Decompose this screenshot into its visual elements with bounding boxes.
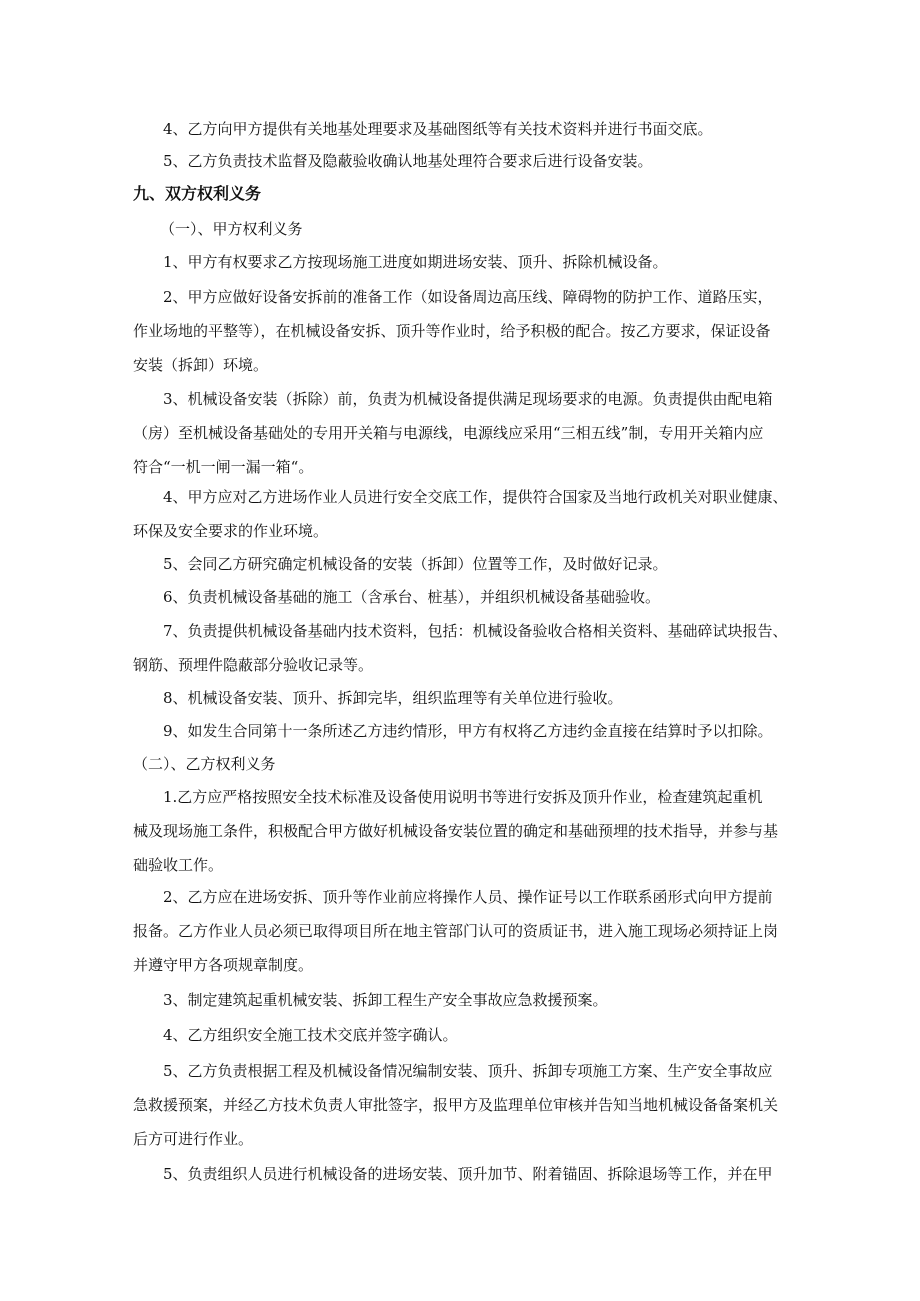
paragraph-item-5 xyxy=(133,144,793,178)
heading-text: 九、双方权利义务 xyxy=(133,184,262,203)
text-line: 1、甲方有权要求乙方按现场施工进度如期进场安装、顶升、拆除机械设备。 xyxy=(163,253,668,271)
party-a-item-2 xyxy=(133,280,793,382)
text-line: 械及现场施工条件，积极配合甲方做好机械设备安装位置的确定和基础预埋的技术指导，并参与基 xyxy=(133,822,779,840)
text-line: 4、乙方组织安全施工技术交底并签字确认。 xyxy=(163,1026,458,1044)
party-b-item-2 xyxy=(133,880,793,982)
party-b-item-4 xyxy=(133,1018,793,1052)
party-a-item-3 xyxy=(133,382,793,484)
subheading-text: （二）、乙方权利义务 xyxy=(133,755,276,773)
text-line: （房）至机械设备基础处的专用开关箱与电源线，电源线应采用“三相五线”制，专用开关箱内应 xyxy=(133,424,764,442)
text-line: 9、如发生合同第十一条所述乙方违约情形，甲方有权将乙方违约金直接在结算时予以扣除。 xyxy=(163,722,773,740)
text-line: 4、乙方向甲方提供有关地基处理要求及基础图纸等有关技术资料并进行书面交底。 xyxy=(163,120,713,138)
party-a-item-8 xyxy=(133,681,793,715)
party-a-item-9 xyxy=(133,714,793,748)
section-heading-9 xyxy=(133,177,793,211)
party-a-item-4 xyxy=(133,480,793,548)
party-a-item-5 xyxy=(133,547,793,581)
text-line: 2、乙方应在进场安拆、顶升等作业前应将操作人员、操作证号以工作联系函形式向甲方提前 xyxy=(163,888,773,906)
text-line: 1.乙方应严格按照安全技术标准及设备使用说明书等进行安拆及顶升作业，检查建筑起重机 xyxy=(163,788,763,806)
text-line: 2、甲方应做好设备安拆前的准备工作（如设备周边高压线、障碍物的防护工作、道路压实， xyxy=(163,288,773,306)
text-line: 4、甲方应对乙方进场作业人员进行安全交底工作，提供符合国家及当地行政机关对职业健康、 xyxy=(163,488,788,506)
text-line: 3、机械设备安装（拆除）前，负责为机械设备提供满足现场要求的电源。负责提供由配电箱 xyxy=(163,390,773,408)
text-line: 环保及安全要求的作业环境。 xyxy=(133,522,329,540)
text-line: 急救援预案，并经乙方技术负责人审批签字，报甲方及监理单位审核并告知当地机械设备备案机关 xyxy=(133,1096,779,1114)
text-line: 报备。乙方作业人员必须已取得项目所在地主管部门认可的资质证书，进入施工现场必须持证上岗 xyxy=(133,922,779,940)
text-line: 7、负责提供机械设备基础内技术资料，包括：机械设备验收合格相关资料、基础碎试块报告、 xyxy=(163,622,788,640)
paragraph-item-4 xyxy=(133,112,793,146)
text-line: 5、乙方负责根据工程及机械设备情况编制安装、顶升、拆卸专项施工方案、生产安全事故应 xyxy=(163,1062,773,1080)
text-line: 符合“一机一闸一漏一箱“。 xyxy=(133,458,314,476)
subsection-heading-party-b xyxy=(133,747,793,781)
text-line: 5、负责组织人员进行机械设备的进场安装、顶升加节、附着锚固、拆除退场等工作，并在甲 xyxy=(163,1165,773,1183)
party-a-item-6 xyxy=(133,580,793,614)
party-a-item-7 xyxy=(133,614,793,682)
party-b-item-6 xyxy=(133,1157,793,1191)
party-b-item-3 xyxy=(133,983,793,1017)
text-line: 作业场地的平整等），在机械设备安拆、顶升等作业时，给予积极的配合。按乙方要求，保证设备 xyxy=(133,322,771,340)
party-b-item-5 xyxy=(133,1054,793,1156)
text-line: 并遵守甲方各项规章制度。 xyxy=(133,956,314,974)
subsection-heading-party-a xyxy=(160,212,820,246)
text-line: 安装（拆卸）环境。 xyxy=(133,356,269,374)
party-b-item-1 xyxy=(133,780,793,882)
text-line: 5、会同乙方研究确定机械设备的安装（拆卸）位置等工作，及时做好记录。 xyxy=(163,555,668,573)
text-line: 3、制定建筑起重机械安装、拆卸工程生产安全事故应急救援预案。 xyxy=(163,991,608,1009)
text-line: 5、乙方负责技术监督及隐蔽验收确认地基处理符合要求后进行设备安装。 xyxy=(163,152,653,170)
text-line: 钢筋、预埋件隐蔽部分验收记录等。 xyxy=(133,656,374,674)
text-line: 后方可进行作业。 xyxy=(133,1130,254,1148)
party-a-item-1 xyxy=(133,245,793,279)
text-line: 础验收工作。 xyxy=(133,856,224,874)
text-line: 6、负责机械设备基础的施工（含承台、桩基），并组织机械设备基础验收。 xyxy=(163,588,661,606)
subheading-text: （一）、甲方权利义务 xyxy=(160,220,303,238)
text-line: 8、机械设备安装、顶升、拆卸完毕，组织监理等有关单位进行验收。 xyxy=(163,689,623,707)
